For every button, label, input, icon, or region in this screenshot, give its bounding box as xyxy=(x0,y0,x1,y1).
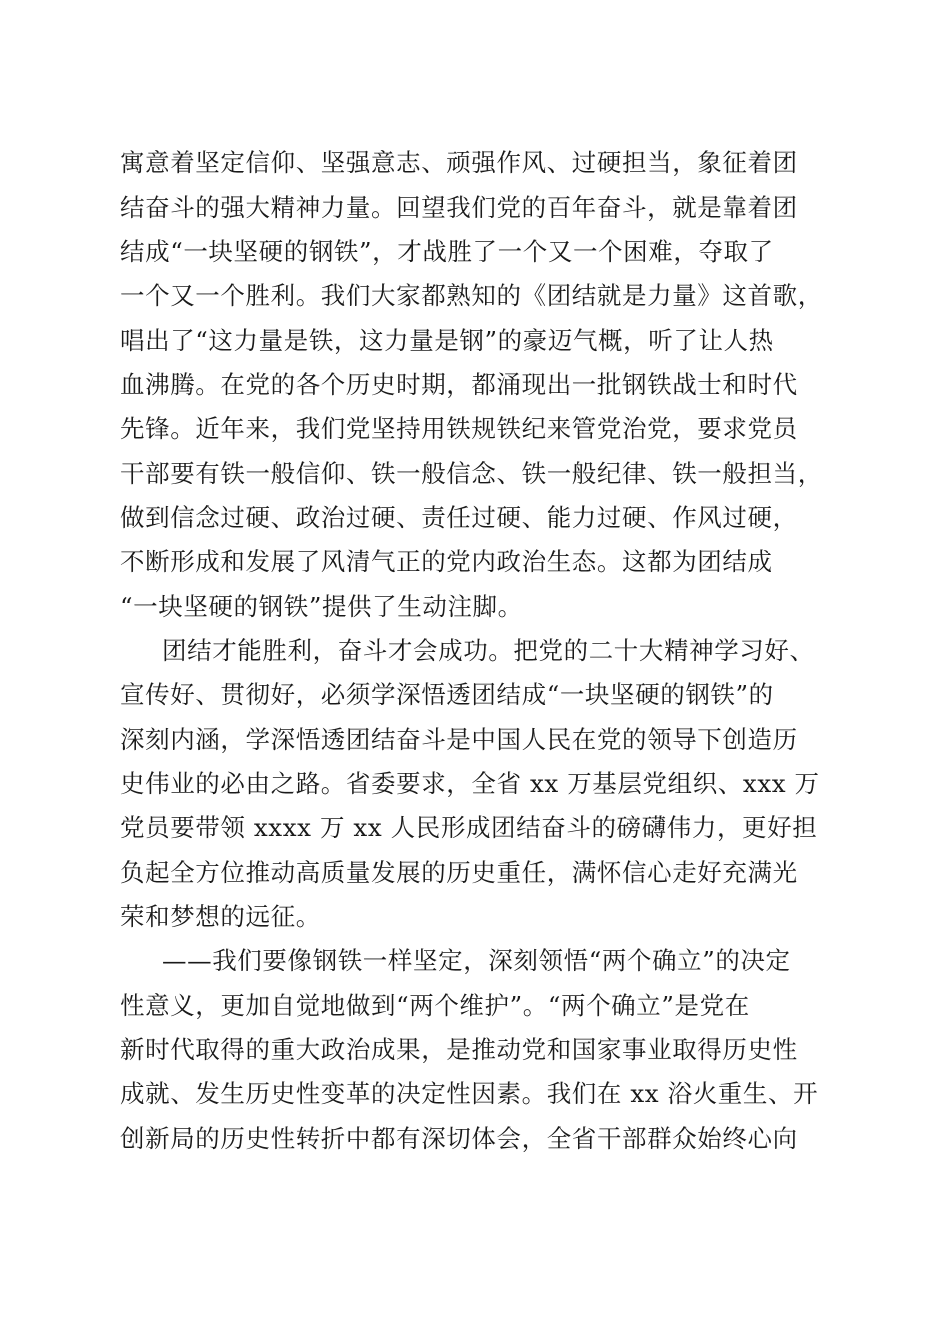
text-line: 荣和梦想的远征。 xyxy=(120,902,321,931)
text-line: 创新局的历史性转折中都有深切体会，全省干部群众始终心向 xyxy=(120,1124,798,1153)
text-line: 做到信念过硬、政治过硬、责任过硬、能力过硬、作风过硬， xyxy=(120,503,798,532)
text-line: 党员要带领 xxxx 万 xx 人民形成团结奋斗的磅礴伟力，更好担 xyxy=(120,813,818,842)
paragraph-start-line: ——我们要像钢铁一样坚定，深刻领悟“两个确立”的决定 xyxy=(162,946,791,975)
text-line: 成就、发生历史性变革的决定性因素。我们在 xx 浴火重生、开 xyxy=(120,1079,819,1108)
text-line: 史伟业的必由之路。省委要求，全省 xx 万基层党组织、xxx 万 xyxy=(120,769,820,798)
text-line: 先锋。近年来，我们党坚持用铁规铁纪来管党治党，要求党员 xyxy=(120,414,798,443)
text-line: 一个又一个胜利。我们大家都熟知的《团结就是力量》这首歌， xyxy=(120,281,823,310)
text-line: 血沸腾。在党的各个历史时期，都涌现出一批钢铁战士和时代 xyxy=(120,370,798,399)
text-line: 唱出了“这力量是铁，这力量是钢”的豪迈气概，听了让人热 xyxy=(120,326,774,355)
text-line: 寓意着坚定信仰、坚强意志、顽强作风、过硬担当，象征着团 xyxy=(120,148,798,177)
text-line: 深刻内涵，学深悟透团结奋斗是中国人民在党的领导下创造历 xyxy=(120,725,798,754)
text-line: 结成“一块坚硬的钢铁”，才战胜了一个又一个困难，夺取了 xyxy=(120,237,774,266)
text-line: “一块坚硬的钢铁”提供了生动注脚。 xyxy=(120,592,523,621)
text-line: 干部要有铁一般信仰、铁一般信念、铁一般纪律、铁一般担当， xyxy=(120,459,823,488)
text-line: 结奋斗的强大精神力量。回望我们党的百年奋斗，就是靠着团 xyxy=(120,193,798,222)
text-line: 性意义，更加自觉地做到“两个维护”。“两个确立”是党在 xyxy=(120,991,750,1020)
text-line: 宣传好、贯彻好，必须学深悟透团结成“一块坚硬的钢铁”的 xyxy=(120,680,774,709)
text-line: 负起全方位推动高质量发展的历史重任，满怀信心走好充满光 xyxy=(120,858,798,887)
text-line: 新时代取得的重大政治成果，是推动党和国家事业取得历史性 xyxy=(120,1035,798,1064)
paragraph-start-line: 团结才能胜利，奋斗才会成功。把党的二十大精神学习好、 xyxy=(162,636,815,665)
text-line: 不断形成和发展了风清气正的党内政治生态。这都为团结成 xyxy=(120,547,773,576)
